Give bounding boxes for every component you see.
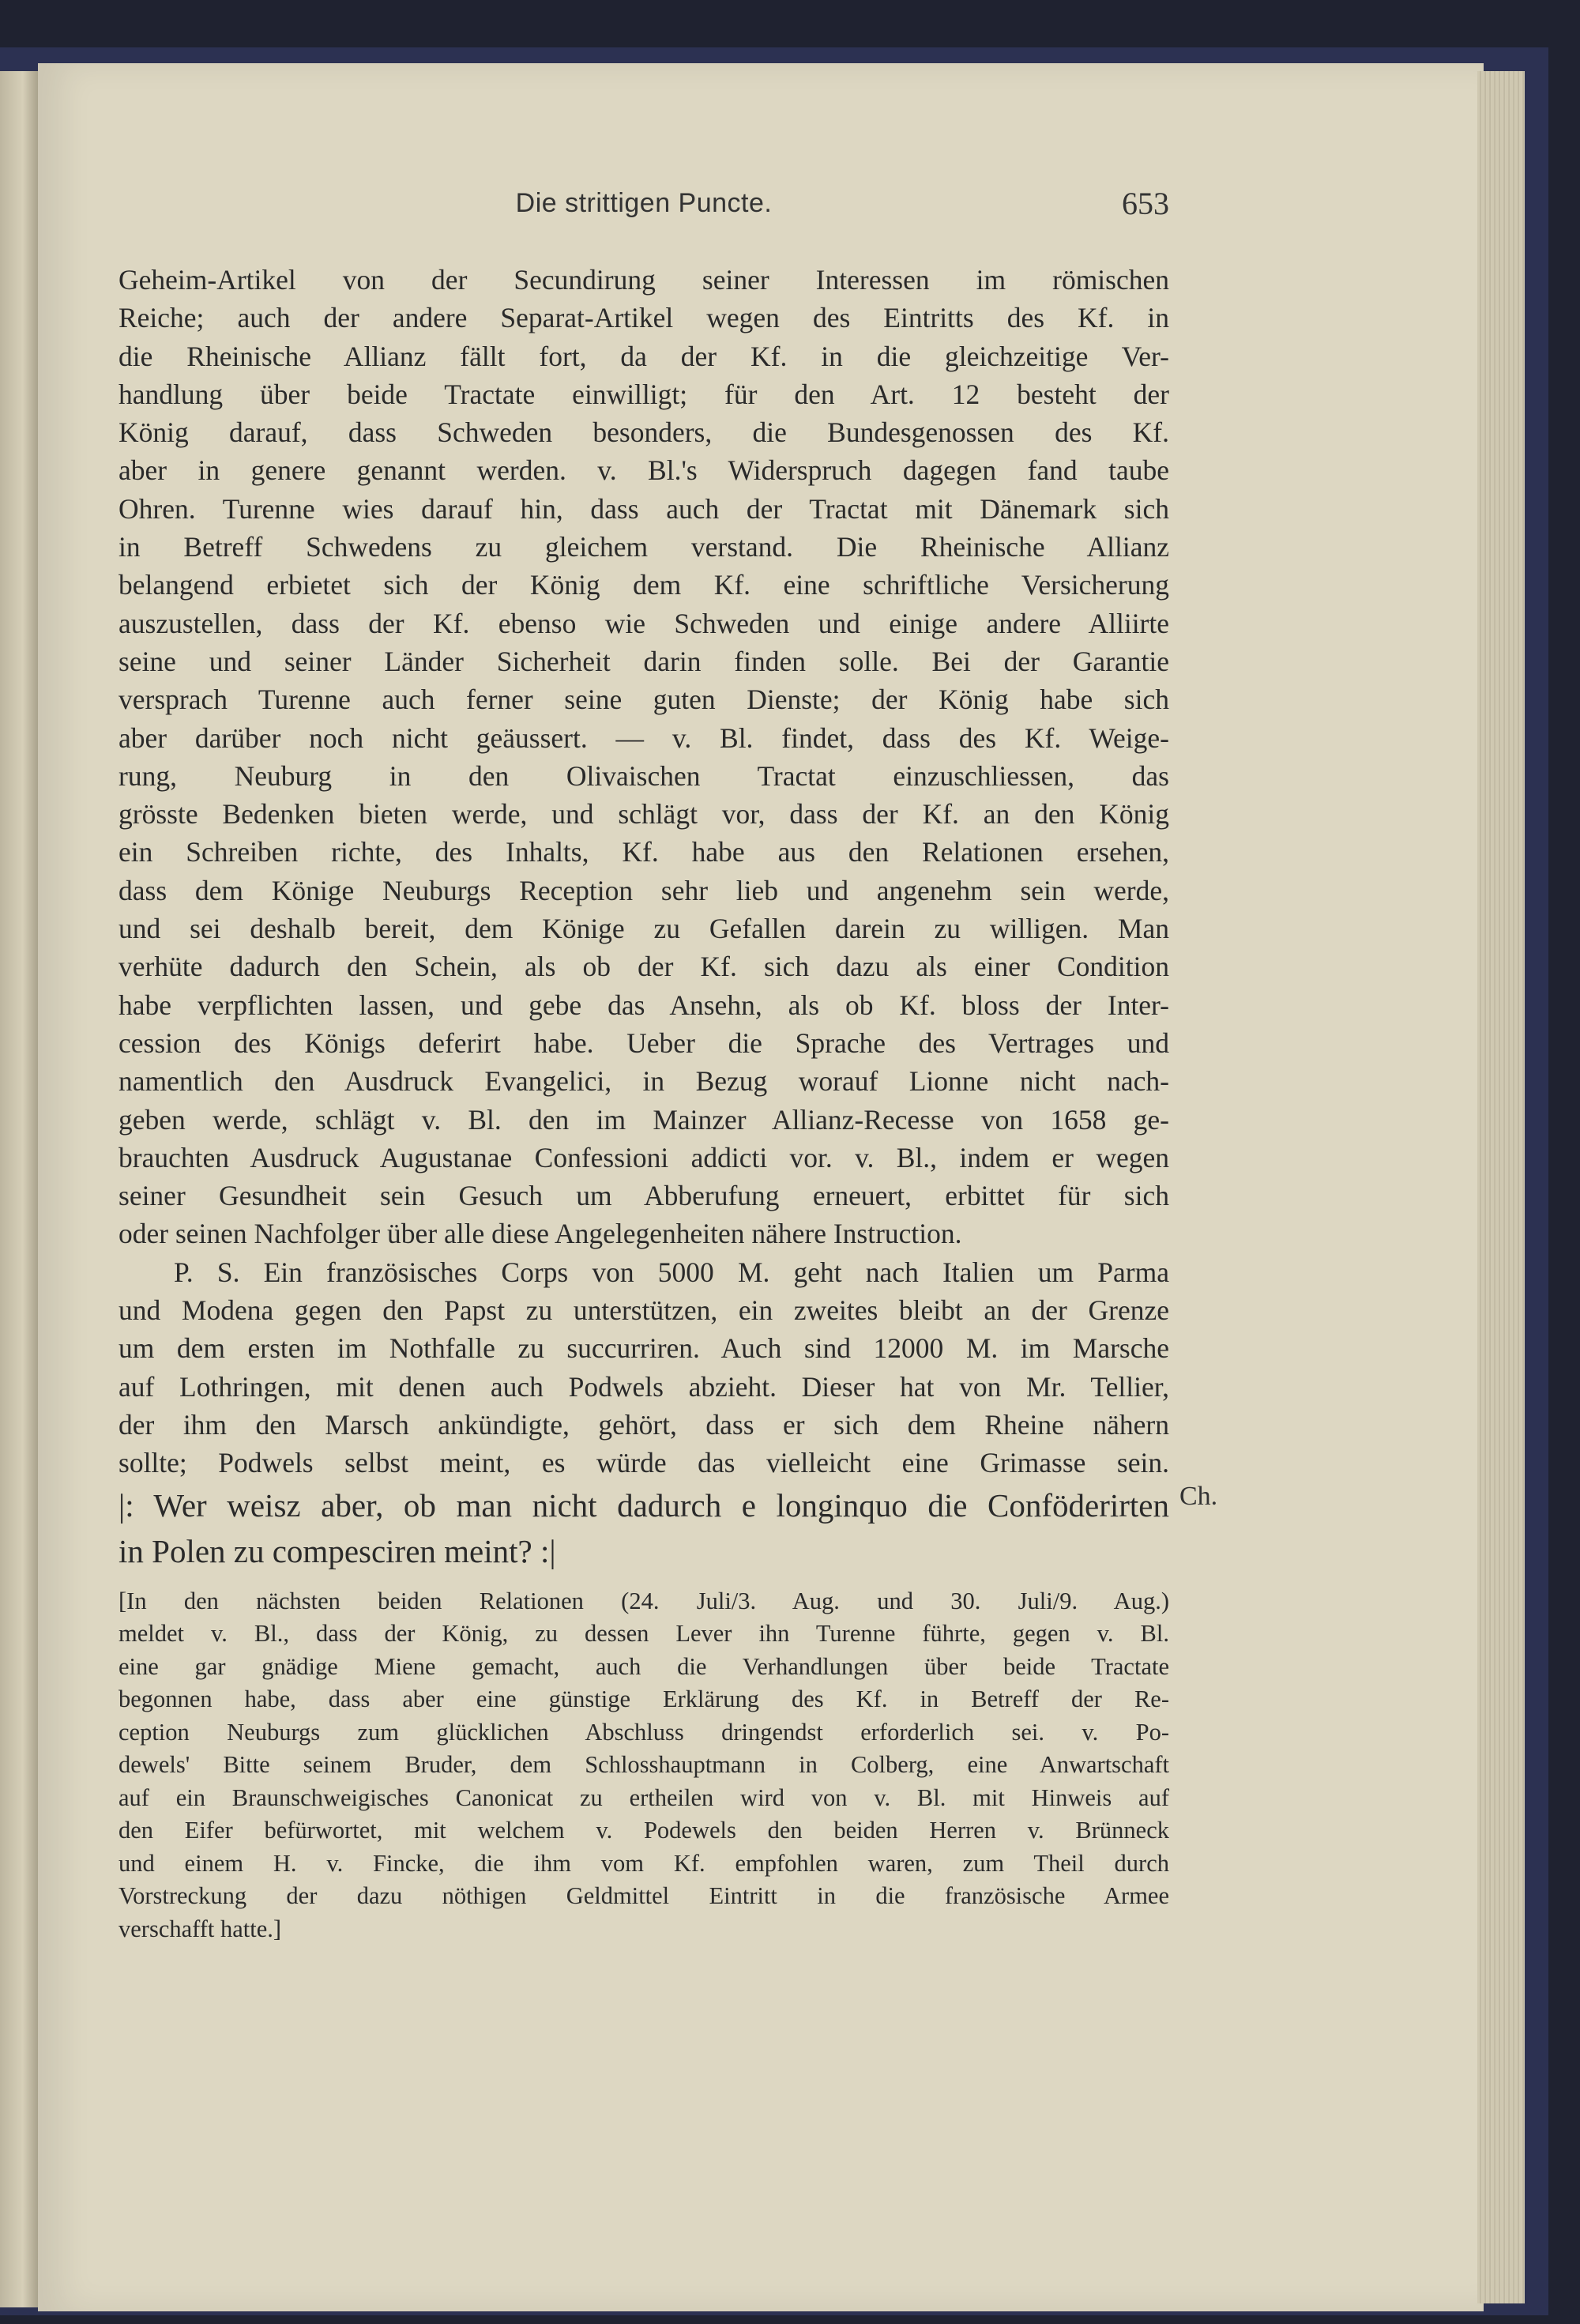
running-title: Die strittigen Puncte.	[515, 188, 773, 218]
previous-page-edge	[0, 71, 38, 2307]
text-line: brauchten Ausdruck Augustanae Confessioni addicti vor. v. Bl., indem er wegen	[118, 1141, 1169, 1173]
note-line: begonnen habe, dass aber eine günstige Erklärung des Kf. in Betreff der Re-	[118, 1686, 1169, 1712]
postscript-paragraph	[118, 1253, 1169, 1574]
note-line: verschafft hatte.]	[118, 1915, 282, 1942]
text-line: aber darüber noch nicht geäussert. — v. Bl. findet, dass des Kf. Weige-	[118, 721, 1169, 754]
text-line: dass dem Könige Neuburgs Reception sehr lieb und angenehm sein werde,	[118, 874, 1169, 906]
cipher-line: in Polen zu compesciren meint? :|	[118, 1532, 556, 1569]
text-line: P. S. Ein französisches Corps von 5000 M. geht nach Italien um Parma	[174, 1256, 1169, 1288]
text-line: seine und seiner Länder Sicherheit darin finden solle. Bei der Garantie	[118, 645, 1169, 677]
text-line: grösste Bedenken bieten werde, und schlägt vor, dass der Kf. an den König	[118, 798, 1169, 831]
text-line: habe verpflichten lassen, und gebe das Ansehn, als ob Kf. bloss der Inter-	[118, 989, 1169, 1021]
text-line: aber in genere genannt werden. v. Bl.'s Widerspruch dagegen fand taube	[118, 454, 1169, 487]
text-line: Ohren. Turenne wies darauf hin, dass auch der Tractat mit Dänemark sich	[118, 492, 1169, 525]
text-line: die Rheinische Allianz fällt fort, da der Kf. in die gleichzeitige Ver-	[118, 340, 1169, 372]
text-line: und sei deshalb bereit, dem Könige zu Gefallen darein zu willigen. Man	[118, 913, 1169, 945]
editorial-note	[118, 1585, 1169, 1946]
note-line: und einem H. v. Fincke, die ihm vom Kf. empfohlen waren, zum Theil durch	[118, 1849, 1169, 1877]
margin-note: Ch.	[1179, 1482, 1218, 1511]
text-line: verhüte dadurch den Schein, als ob der Kf. sich dazu als einer Condition	[118, 951, 1169, 983]
note-line: dewels' Bitte seinem Bruder, dem Schlosshauptmann in Colberg, eine Anwartschaft	[118, 1751, 1169, 1778]
text-line: cession des Königs deferirt habe. Ueber die Sprache des Vertrages und	[118, 1026, 1169, 1059]
text-line: rung, Neuburg in den Olivaischen Tractat einzuschliessen, das	[118, 759, 1169, 792]
text-line: seiner Gesundheit sein Gesuch um Abberufung erneuert, erbittet für sich	[118, 1180, 1169, 1212]
text-line: um dem ersten im Nothfalle zu succurriren. Auch sind 12000 M. im Marsche	[118, 1332, 1169, 1365]
page-edges	[1477, 71, 1525, 2303]
note-line: ception Neuburgs zum glücklichen Abschluss dringendst erforderlich sei. v. Po-	[118, 1718, 1169, 1746]
text-line: Reiche; auch der andere Separat-Artikel wegen des Eintritts des Kf. in	[118, 302, 1169, 334]
note-line: eine gar gnädige Miene gemacht, auch die Verhandlungen über beide Tractate	[118, 1652, 1169, 1680]
cipher-line: |: Wer weisz aber, ob man nicht dadurch e longinquo die Conföderirten	[118, 1486, 1169, 1524]
page-number: 653	[1122, 186, 1169, 221]
text-line: handlung über beide Tractate einwilligt; für den Art. 12 besteht der	[118, 378, 1169, 410]
text-line: in Betreff Schwedens zu gleichem verstand. Die Rheinische Allianz	[118, 531, 1169, 563]
note-line: auf ein Braunschweigisches Canonicat zu ertheilen wird von v. Bl. mit Hinweis auf	[118, 1783, 1169, 1811]
text-line: Geheim-Artikel von der Secundirung seiner Interessen im römischen	[118, 264, 1169, 296]
text-line: oder seinen Nachfolger über alle diese Angelegenheiten nähere Instruction.	[118, 1218, 962, 1250]
text-line: ein Schreiben richte, des Inhalts, Kf. habe aus den Relationen ersehen,	[118, 836, 1169, 868]
note-line: den Eifer befürwortet, mit welchem v. Podewels den beiden Herren v. Brünneck	[118, 1817, 1169, 1844]
text-line: sollte; Podwels selbst meint, es würde das vielleicht eine Grimasse sein.	[118, 1447, 1169, 1479]
page-header	[118, 188, 1169, 235]
text-line: König darauf, dass Schweden besonders, die Bundesgenossen des Kf.	[118, 416, 1169, 449]
body-paragraph	[118, 261, 1169, 1253]
text-line: der ihm den Marsch ankündigte, gehört, dass er sich dem Rheine nähern	[118, 1408, 1169, 1441]
main-text	[118, 261, 1169, 1945]
note-line: Vorstreckung der dazu nöthigen Geldmittel Eintritt in die französische Armee	[118, 1882, 1169, 1909]
text-line: und Modena gegen den Papst zu unterstützen, ein zweites bleibt an der Grenze	[118, 1294, 1169, 1327]
note-line: meldet v. Bl., dass der König, zu dessen Lever ihn Turenne führte, gegen v. Bl.	[118, 1620, 1169, 1647]
note-line: [In den nächsten beiden Relationen (24. Juli/3. Aug. und 30. Juli/9. Aug.)	[118, 1587, 1169, 1614]
text-line: versprach Turenne auch ferner seine guten Dienste; der König habe sich	[118, 684, 1169, 716]
text-line: belangend erbietet sich der König dem Kf. eine schriftliche Versicherung	[118, 569, 1169, 601]
text-line: geben werde, schlägt v. Bl. den im Mainzer Allianz-Recesse von 1658 ge-	[118, 1103, 1169, 1136]
text-line: auszustellen, dass der Kf. ebenso wie Schweden und einige andere Alliirte	[118, 607, 1169, 639]
text-line: auf Lothringen, mit denen auch Podwels abzieht. Dieser hat von Mr. Tellier,	[118, 1370, 1169, 1403]
text-line: namentlich den Ausdruck Evangelici, in Bezug worauf Lionne nicht nach-	[118, 1065, 1169, 1098]
